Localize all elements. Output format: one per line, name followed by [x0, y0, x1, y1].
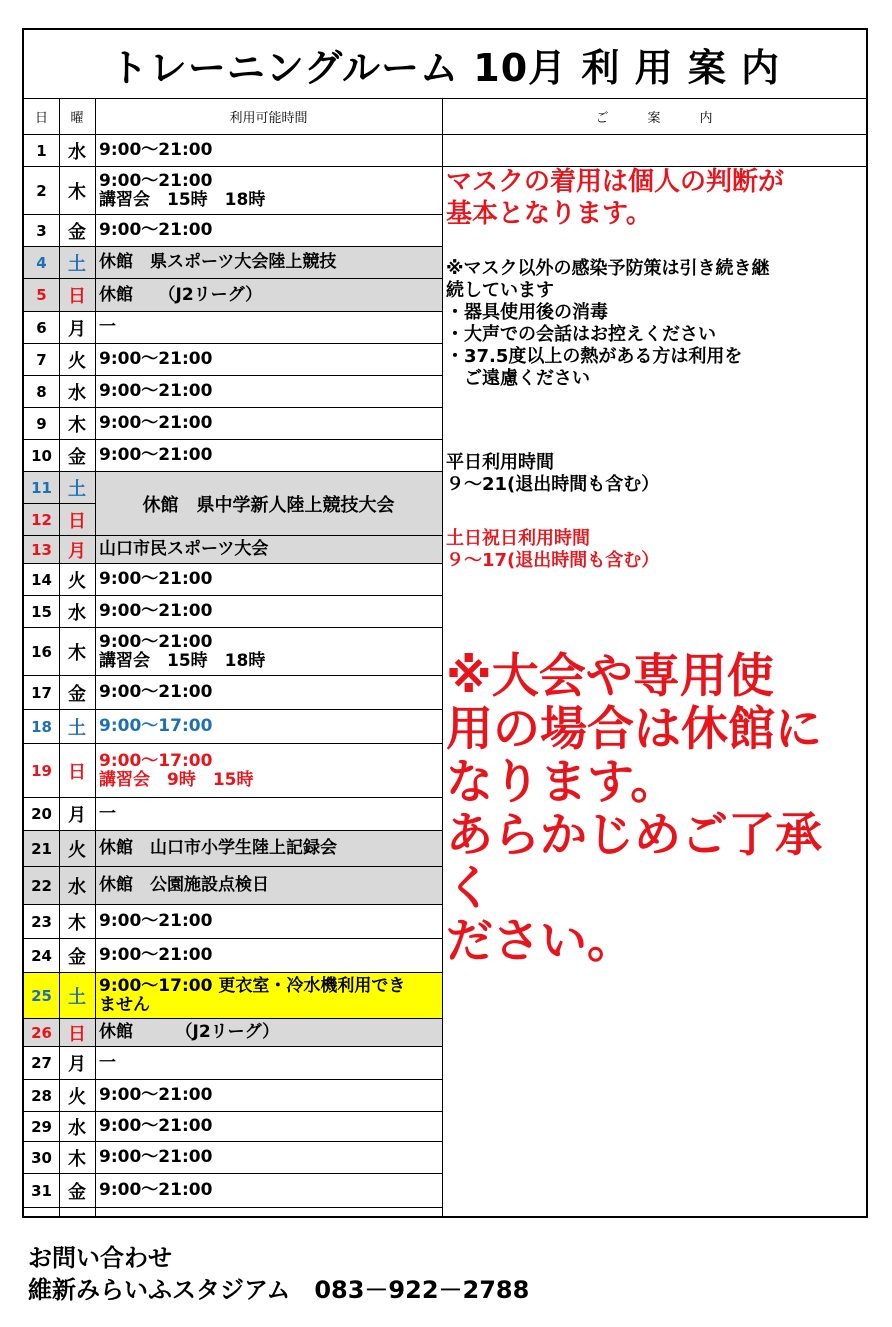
weekday-cell: 木 [68, 414, 86, 436]
hours-cell [95, 376, 442, 407]
hours-text: 山口市民スポーツ大会 [99, 539, 269, 559]
weekday-cell: 水 [59, 867, 95, 904]
hours-text: 9:00〜21:00 [99, 1180, 213, 1200]
hours-cell [95, 798, 442, 830]
weekday-cell: 土 [59, 247, 95, 278]
table-row [24, 408, 442, 440]
weekday-hours-line: ９〜21(退出時間も含む） [446, 474, 660, 495]
infection-line: ・37.5度以上の熱がある方は利用を [446, 346, 743, 367]
hours-cell [95, 167, 442, 214]
hours-text: 休館 （J2リーグ） [99, 284, 263, 305]
page-title: トレーニングルーム 10月 利 用 案 内 [24, 30, 866, 99]
infection-line: ご遠慮ください [446, 368, 590, 389]
closure-notice [446, 650, 866, 968]
day-cell: 4 [24, 247, 59, 278]
hours-text: 9:00〜21:00 [99, 1085, 213, 1105]
day-cell: 29 [31, 1117, 52, 1136]
hours-cell [95, 344, 442, 375]
weekday-cell: 金 [68, 221, 86, 243]
table-row [24, 798, 442, 831]
hours-cell [95, 440, 442, 471]
hours-text: 9:00〜21:00 [99, 682, 213, 702]
table-row [24, 744, 442, 798]
weekday-cell: 火 [68, 1086, 86, 1108]
table-row [24, 905, 442, 939]
day-cell: 11 [24, 472, 59, 503]
hours-cell [95, 905, 442, 938]
table-row [24, 973, 442, 1019]
day-cell: 14 [31, 570, 52, 589]
day-cell: 3 [36, 221, 47, 240]
mask-line: 基本となります。 [446, 199, 652, 229]
hours-text: 9:00〜21:00 [99, 140, 213, 160]
hours-text: 9:00〜17:00 更衣室・冷水機利用でき [99, 975, 406, 996]
table-row [24, 1142, 442, 1174]
day-cell: 15 [31, 602, 52, 621]
header-hours: 利用可能時間 [229, 110, 308, 126]
hours-subtext: 講習会 9時 15時 [99, 769, 254, 790]
mask-line: マスクの着用は個人の判断が [446, 167, 785, 197]
hours-cell [95, 628, 442, 675]
table-row [24, 831, 442, 867]
hours-cell [95, 247, 442, 278]
holiday-hours-notice [446, 528, 858, 572]
day-cell: 18 [31, 717, 52, 736]
weekday-cell: 火 [68, 570, 86, 592]
hours-text: 9:00〜21:00 [99, 220, 213, 240]
weekday-cell: 土 [59, 472, 95, 503]
hours-text: 休館 公園施設点検日 [99, 875, 269, 895]
table-row [24, 247, 442, 279]
weekday-cell: 火 [68, 350, 86, 372]
weekday-cell: 月 [68, 1054, 86, 1075]
hours-text: 一 [99, 317, 116, 337]
hours-text: 9:00〜21:00 [99, 349, 213, 369]
hours-text: 9:00〜21:00 [99, 631, 213, 652]
hours-text: 休館 県スポーツ大会陸上競技 [99, 252, 337, 272]
weekday-cell: 木 [68, 181, 86, 203]
day-cell: 26 [24, 1019, 59, 1046]
day-cell: 1 [36, 141, 47, 160]
holiday-hours-line: 土日祝日利用時間 [446, 528, 590, 549]
contact-info [28, 1242, 529, 1306]
weekday-cell: 木 [68, 912, 86, 934]
hours-text: 9:00〜21:00 [99, 1116, 213, 1136]
schedule-frame [22, 28, 868, 1218]
hours-cell [95, 831, 442, 866]
table-row [24, 312, 442, 344]
infection-line: ・大声での会話はお控えください [446, 324, 716, 345]
weekday-cell: 日 [59, 504, 95, 535]
holiday-hours-line: ９〜17(退出時間も含む） [446, 550, 660, 571]
table-row [24, 1080, 442, 1112]
weekday-cell: 金 [68, 1181, 86, 1203]
table-row [24, 710, 442, 744]
hours-text: 9:00〜21:00 [99, 381, 213, 401]
hours-cell [95, 744, 442, 797]
weekday-cell: 土 [68, 717, 86, 739]
hours-cell [95, 1142, 442, 1173]
table-row [24, 376, 442, 408]
day-cell: 6 [36, 318, 47, 337]
merged-closure-cell: 休館 県中学新人陸上競技大会 [95, 472, 442, 536]
table-row [24, 135, 442, 167]
closure-line: なります。 [446, 755, 678, 810]
hours-text: 9:00〜21:00 [99, 1147, 213, 1167]
table-row [24, 676, 442, 710]
infection-notice [446, 258, 858, 390]
hours-text: 一 [99, 1052, 116, 1073]
weekday-cell: 火 [59, 831, 95, 866]
weekday-cell: 日 [59, 1019, 95, 1046]
hours-cell [95, 1112, 442, 1141]
weekday-cell: 金 [68, 683, 86, 705]
weekday-cell: 水 [68, 382, 86, 404]
day-cell: 9 [36, 414, 47, 433]
hours-cell [95, 867, 442, 904]
hours-cell [95, 973, 442, 1018]
day-cell: 30 [31, 1148, 52, 1167]
weekday-cell: 水 [68, 1117, 86, 1139]
hours-text: 9:00〜21:00 [99, 945, 213, 965]
hours-text: 一 [99, 803, 116, 824]
hours-text: 9:00〜21:00 [99, 911, 213, 931]
hours-cell [95, 676, 442, 709]
table-row [24, 536, 442, 564]
closure-line: あらかじめご了承く [446, 808, 822, 916]
hours-text: 9:00〜21:00 [99, 601, 213, 621]
table-row [24, 564, 442, 596]
closure-line: 用の場合は休館に [446, 702, 822, 757]
header-notes: ご 案 内 [595, 110, 713, 126]
table-row [24, 279, 442, 312]
infection-line: 続しています [446, 280, 554, 301]
table-row [24, 628, 442, 676]
day-cell: 17 [31, 683, 52, 702]
hours-cell [95, 1019, 442, 1046]
weekday-cell: 木 [68, 1148, 86, 1170]
day-cell: 7 [36, 350, 47, 369]
hours-text: 9:00〜21:00 [99, 569, 213, 589]
hours-subtext: 講習会 15時 18時 [99, 189, 266, 210]
hours-text: 9:00〜17:00 [99, 750, 213, 771]
contact-label: お問い合わせ [28, 1244, 172, 1272]
hours-cell [95, 536, 442, 563]
hours-cell [95, 1047, 442, 1079]
table-row [24, 1019, 442, 1047]
hours-text: 9:00〜21:00 [99, 413, 213, 433]
infection-line: ※マスク以外の感染予防策は引き続き継 [446, 258, 770, 279]
weekday-hours-notice [446, 452, 858, 496]
day-cell: 21 [24, 831, 59, 866]
closure-line: ださい。 [446, 914, 634, 969]
weekday-cell: 月 [68, 805, 86, 826]
hours-cell [95, 312, 442, 343]
day-cell: 10 [31, 446, 52, 465]
day-cell: 5 [24, 279, 59, 311]
infection-line: ・器具使用後の消毒 [446, 302, 608, 323]
table-row [24, 1112, 442, 1142]
day-cell: 13 [24, 536, 59, 563]
day-cell: 2 [36, 181, 47, 200]
weekday-cell: 土 [59, 973, 95, 1018]
day-cell: 23 [31, 912, 52, 931]
day-cell: 8 [36, 382, 47, 401]
header-day: 日 [34, 110, 48, 126]
table-row [24, 504, 442, 536]
column-divider [442, 98, 443, 1216]
hours-cell [95, 279, 442, 311]
table-row [24, 939, 442, 973]
contact-phone: 維新みらいふスタジアム 083－922－2788 [28, 1276, 530, 1304]
hours-cell [95, 215, 442, 246]
weekday-cell: 日 [59, 279, 95, 311]
hours-text: 9:00〜17:00 [99, 716, 213, 736]
table-row [24, 596, 442, 628]
hours-cell [95, 1174, 442, 1207]
day-cell: 16 [31, 642, 52, 661]
weekday-cell: 水 [68, 602, 86, 624]
hours-text: 休館 山口市小学生陸上記録会 [99, 838, 337, 858]
hours-text: 9:00〜21:00 [99, 170, 213, 191]
hours-cell [95, 135, 442, 166]
table-row [24, 167, 442, 215]
hours-cell [95, 596, 442, 627]
weekday-cell: 日 [68, 761, 86, 783]
weekday-cell: 金 [68, 446, 86, 468]
hours-cell [95, 564, 442, 595]
weekday-cell: 水 [68, 141, 86, 163]
hours-cell [95, 939, 442, 972]
day-cell: 28 [31, 1086, 52, 1105]
weekday-hours-line: 平日利用時間 [446, 452, 554, 473]
day-cell: 20 [31, 805, 52, 823]
mask-notice [446, 166, 856, 230]
table-row [24, 1174, 442, 1208]
day-cell: 25 [24, 973, 59, 1018]
day-cell: 31 [31, 1181, 52, 1200]
hours-cell [95, 408, 442, 439]
day-cell: 24 [31, 946, 52, 965]
hours-text: 休館 （J2リーグ） [99, 1022, 280, 1042]
weekday-cell: 月 [59, 536, 95, 563]
header-weekday: 曜 [70, 110, 84, 126]
day-cell: 22 [24, 867, 59, 904]
table-row [24, 1047, 442, 1080]
day-cell: 27 [31, 1054, 52, 1072]
hours-subtext: ません [99, 994, 150, 1015]
hours-cell [95, 1080, 442, 1111]
table-row [24, 440, 442, 472]
day-cell: 19 [31, 761, 52, 780]
weekday-cell: 木 [68, 642, 86, 664]
hours-text: 9:00〜21:00 [99, 445, 213, 465]
weekday-cell: 金 [68, 946, 86, 968]
column-divider [95, 98, 96, 1216]
closure-line: ※大会や専用使 [446, 649, 774, 704]
day-cell: 12 [24, 504, 59, 535]
table-row [24, 215, 442, 247]
table-row [24, 867, 442, 905]
weekday-cell: 月 [68, 318, 86, 340]
hours-cell [95, 710, 442, 743]
hours-subtext: 講習会 15時 18時 [99, 650, 266, 671]
column-divider [59, 98, 60, 1216]
table-row [24, 344, 442, 376]
